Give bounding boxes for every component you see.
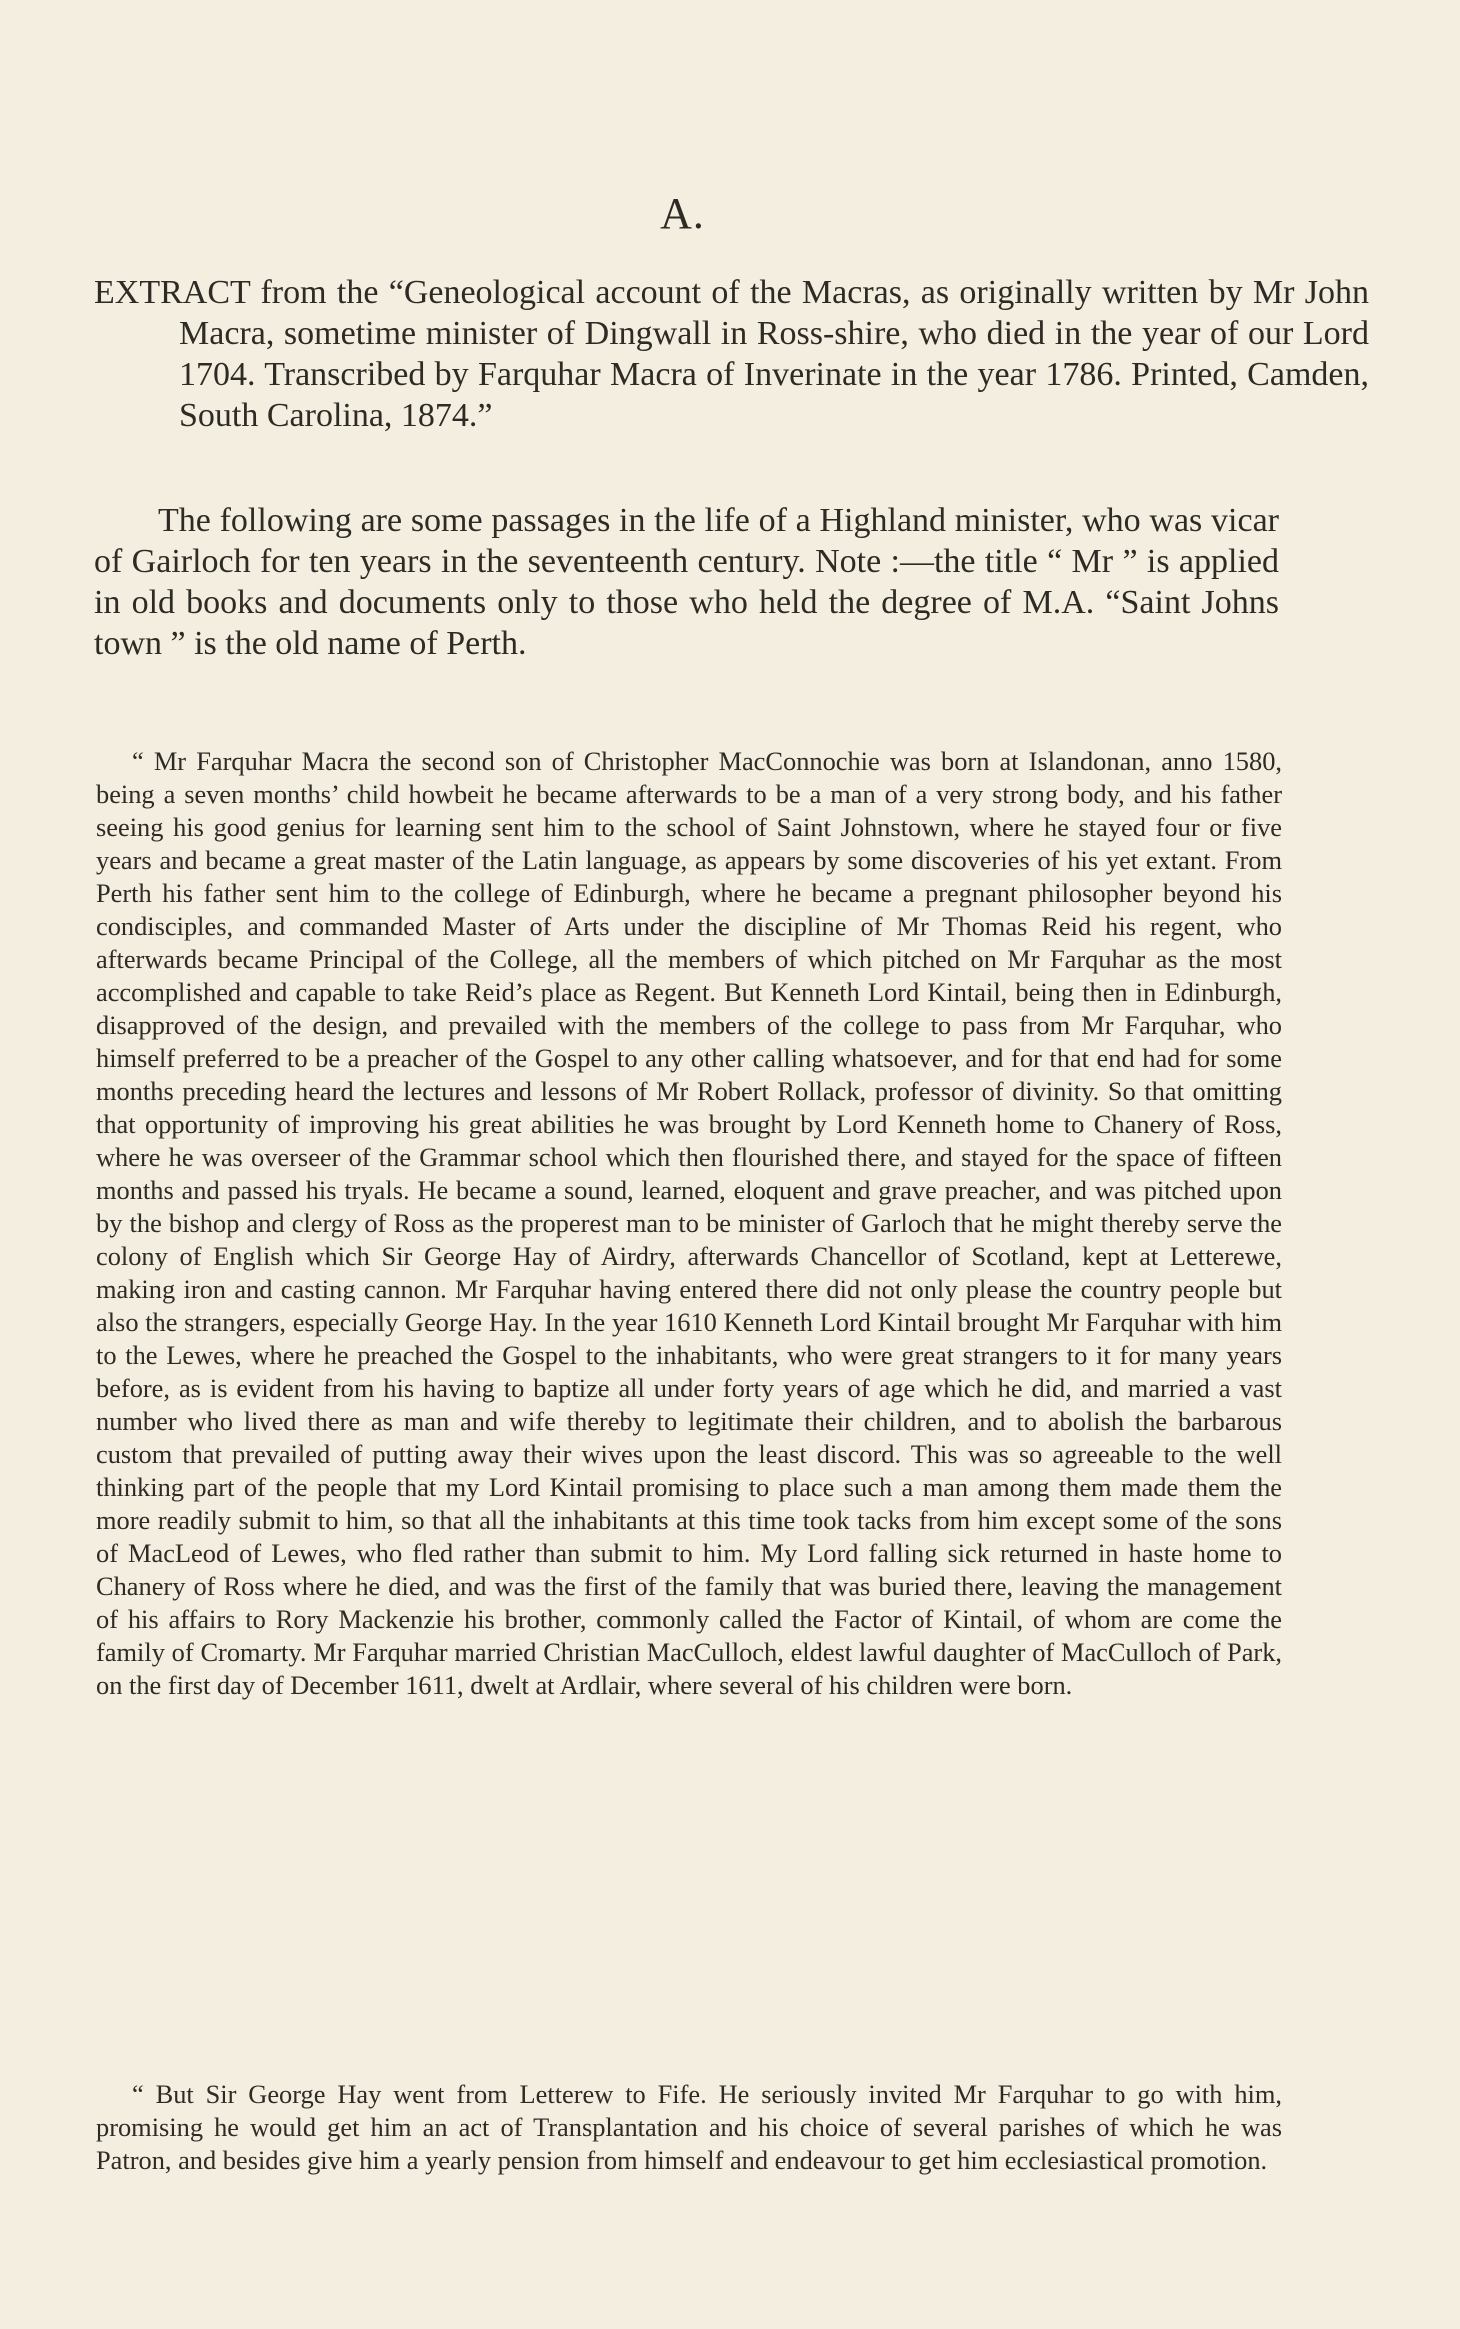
section-heading: A.	[660, 189, 705, 238]
quoted-paragraph-2: “ But Sir George Hay went from Letterew to Fife. He seriously invited Mr Farquhar to go with him, promising he would get him an act of Transplantation and his choice of several parishes of which he was Patron, and besides give him a yearly pension from himself and endeavour to get him ecclesiastical promotion.	[96, 2079, 1282, 2175]
intro-paragraph: The following are some passages in the life of a Highland minister, who was vicar of Gairloch for ten years in the seventeenth century. Note :—the title “ Mr ” is applied in old books and documents only to those who held the degree of M.A. “Saint Johns town ” is the old name of Perth.	[94, 502, 1279, 662]
quoted-paragraph-1: “ Mr Farquhar Macra the second son of Christopher MacConnochie was born at Islandonan, anno 1580, being a seven months’ child howbeit he became afterwards to be a man of a very strong body, and his father seeing his good genius for learning sent him to the school of Saint Johnstown, where he stayed four or five years and became a great master of the Latin language, as appears by some discoveries of his yet extant. From Perth his father sent him to the college of Edinburgh, where he became a pregnant philosopher beyond his condisciples, and commanded Master of Arts under the discipline of Mr Thomas Reid his regent, who afterwards became Principal of the College, all the members of which pitched on Mr Farquhar as the most accomplished and capable to take Reid’s place as Regent. But Kenneth Lord Kintail, being then in Edinburgh, disapproved of the design, and prevailed with the members of the college to pass from Mr Farquhar, who himself preferred to be a preacher of the Gospel to any other calling whatsoever, and for that end had for some months preceding heard the lectures and lessons of Mr Robert Rollack, professor of divinity. So that omitting that opportunity of improving his great abilities he was brought by Lord Kenneth home to Chanery of Ross, where he was overseer of the Grammar school which then flourished there, and stayed for the space of fifteen months and passed his tryals. He became a sound, learned, eloquent and grave preacher, and was pitched upon by the bishop and clergy of Ross as the properest man to be minister of Garloch that he might thereby serve the colony of English which Sir George Hay of Airdry, afterwards Chancellor of Scotland, kept at Letterewe, making iron and casting cannon. Mr Farquhar having entered there did not only please the country people but also the strangers, especially George Hay. In the year 1610 Kenneth Lord Kintail brought Mr Farquhar with him to the Lewes, where he preached the Gospel to the inhabitants, who were great strangers to it for many years before, as is evident from his having to baptize all under forty years of age which he did, and married a vast number who lived there as man and wife thereby to legitimate their children, and to abolish the barbarous custom that prevailed of putting away their wives upon the least discord. This was so agreeable to the well thinking part of the people that my Lord Kintail promising to place such a man among them made them the more readily submit to him, so that all the inhabitants at this time took tacks from him except some of the sons of MacLeod of Lewes, who fled rather than submit to him. My Lord falling sick returned in haste home to Chanery of Ross where he died, and was the first of the family that was buried there, leaving the management of his affairs to Rory Mackenzie his brother, commonly called the Factor of Kintail, of whom are come the family of Cromarty. Mr Farquhar married Christian MacCulloch, eldest lawful daughter of MacCulloch of Park, on the first day of December 1611, dwelt at Ardlair, where several of his children were born.	[96, 746, 1282, 1700]
extract-paragraph: EXTRACT from the “Geneological account of the Macras, as originally written by Mr John Macra, sometime minister of Dingwall in Ross-shire, who died in the year of our Lord 1704. Transcribed by Farquhar Macra of Inverinate in the year 1786. Printed, Camden, South Carolina, 1874.”	[94, 274, 1369, 434]
